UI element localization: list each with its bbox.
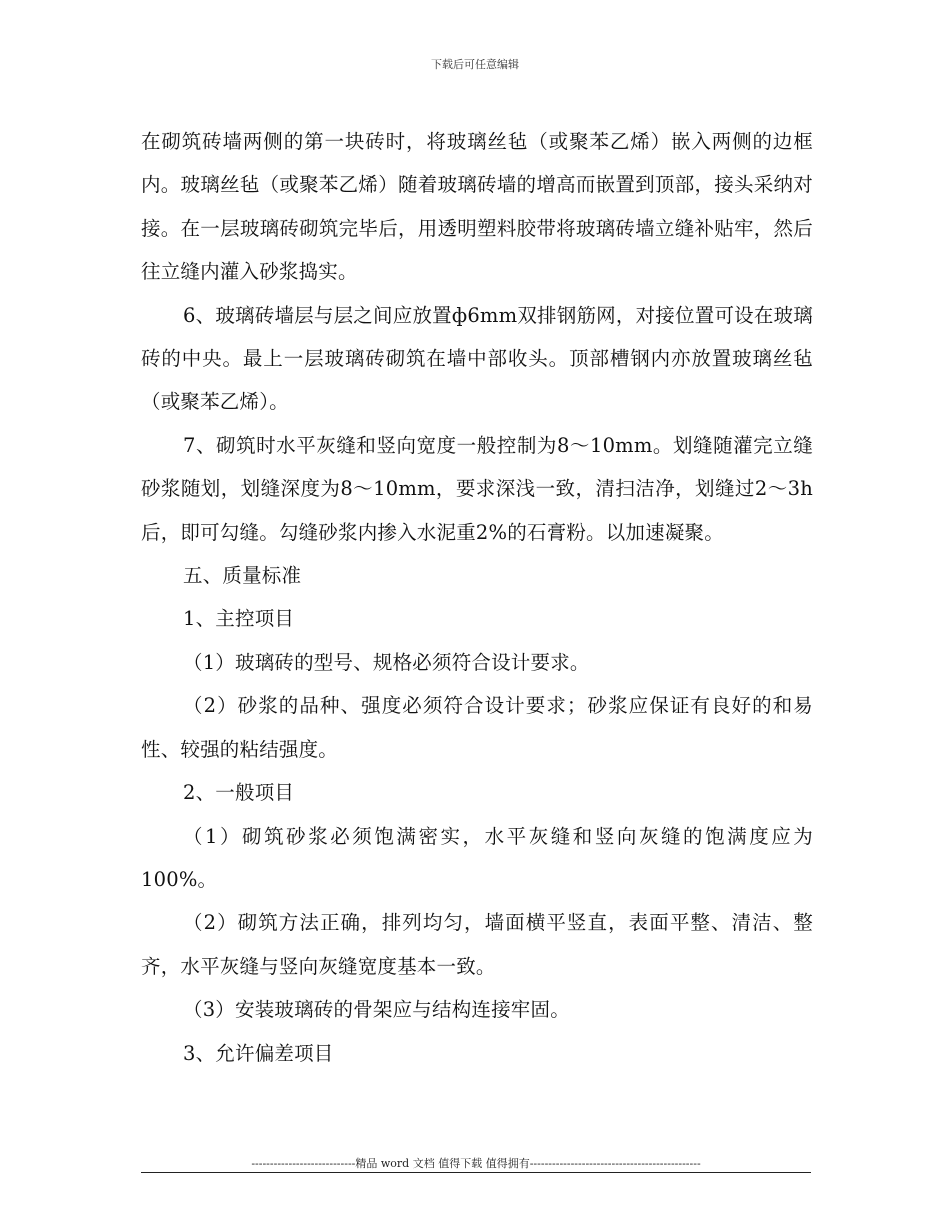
paragraph-2: 6、玻璃砖墙层与层之间应放置ф6mm双排钢筋网，对接位置可设在玻璃砖的中央。最上一层玻璃砖砌筑在墙中部收头。顶部槽钢内亦放置玻璃丝毡（或聚苯乙烯）。: [141, 303, 813, 414]
footer-divider: [141, 1172, 811, 1173]
document-body: [141, 120, 813, 1075]
subheading-main-control-items: 1、主控项目: [183, 607, 295, 631]
list-item: （1）砌筑砂浆必须饱满密实，水平灰缝和竖向灰缝的饱满度应为100%。: [141, 824, 813, 891]
subheading-tolerance-items: 3、允许偏差项目: [183, 1041, 334, 1065]
list-item: （3）安装玻璃砖的骨架应与结构连接牢固。: [183, 998, 570, 1022]
page-footer: ----------------------------精品 word 文档 值得下载 值得拥有----------------------------------------------: [251, 1157, 701, 1170]
subheading-general-items: 2、一般项目: [183, 781, 295, 805]
paragraph-1: 在砌筑砖墙两侧的第一块砖时，将玻璃丝毡（或聚苯乙烯）嵌入两侧的边框内。玻璃丝毡（或聚苯乙烯）随着玻璃砖墙的增高而嵌置到顶部，接头采纳对接。在一层玻璃砖砌筑完毕后，用透明塑料胶带将玻璃砖墙立缝补贴牢，然后往立缝内灌入砂浆捣实。: [141, 130, 813, 284]
list-item: （2）砂浆的品种、强度必须符合设计要求；砂浆应保证有良好的和易性、较强的粘结强度。: [141, 694, 813, 761]
section-heading-quality-standards: 五、质量标准: [183, 564, 302, 588]
paragraph-3: 7、砌筑时水平灰缝和竖向宽度一般控制为8～10mm。划缝随灌完立缝砂浆随划，划缝深度为8～10mm，要求深浅一致，清扫洁净，划缝过2～3h后，即可勾缝。勾缝砂浆内掺入水泥重2%的石膏粉。以加速凝聚。: [141, 433, 813, 544]
page-header: 下载后可任意编辑: [431, 58, 519, 71]
list-item: （1）玻璃砖的型号、规格必须符合设计要求。: [183, 650, 590, 674]
list-item: （2）砌筑方法正确，排列均匀，墙面横平竖直，表面平整、清洁、整齐，水平灰缝与竖向灰缝宽度基本一致。: [141, 911, 813, 978]
